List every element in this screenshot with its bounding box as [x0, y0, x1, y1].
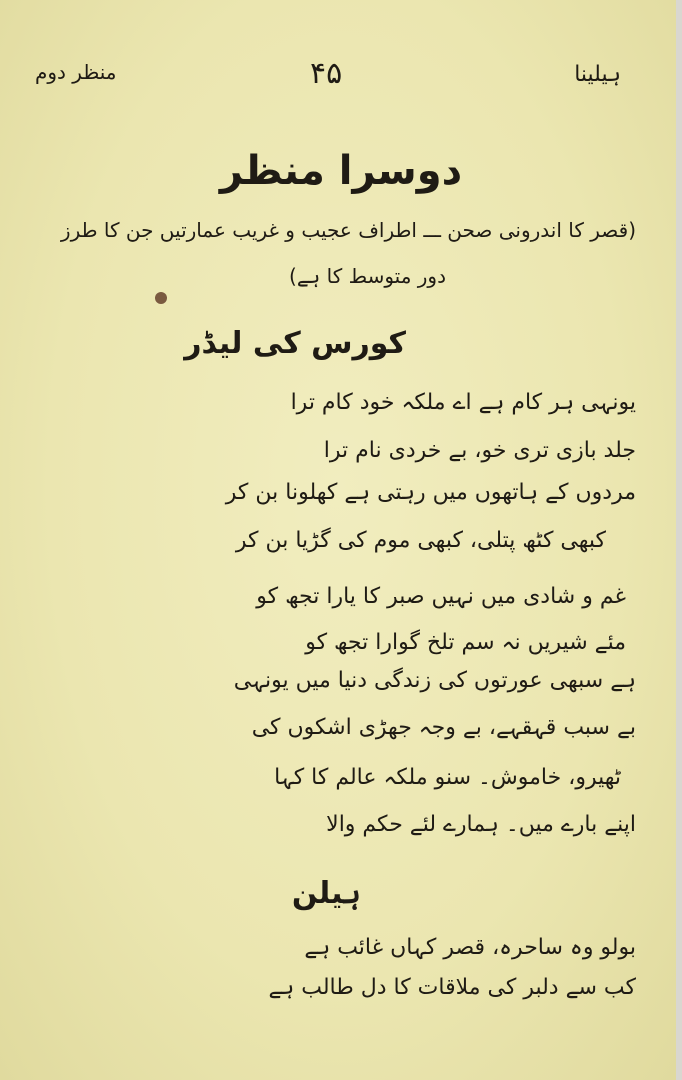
stage-direction-line-1: (قصر کا اندرونی صحن ـــ اطراف عجیب و غریب عمارتیں جن کا طرز	[60, 218, 636, 242]
stage-direction-line-2: دور متوسط کا ہے)	[289, 264, 446, 288]
verse-line: کبھی کٹھ پتلی، کبھی موم کی گڑیا بن کر	[235, 528, 606, 553]
ink-spot	[155, 292, 167, 304]
page-number: ۴۵	[310, 56, 343, 91]
verse-line: بے سبب قہقہے، بے وجہ جھڑی اشکوں کی	[251, 715, 636, 740]
verse-line: کب سے دلبر کی ملاقات کا دل طالب ہے	[268, 975, 636, 1000]
speaker-helen: ہیلن	[291, 876, 361, 911]
verse-line: بولو وہ ساحرہ، قصر کہاں غائب ہے	[304, 935, 636, 960]
running-header-title: ہیلینا	[574, 62, 621, 87]
verse-line: مئے شیریں نہ سم تلخ گوارا تجھ کو	[305, 630, 626, 655]
verse-line: مردوں کے ہاتھوں میں رہتی ہے کھلونا بن کر	[225, 480, 636, 505]
running-header-scene: منظر دوم	[35, 60, 117, 84]
speaker-chorus-leader: کورس کی لیڈر	[184, 326, 406, 361]
verse-line: اپنے بارے میں۔ ہمارے لئے حکم والا	[326, 812, 636, 837]
verse-line: یونہی ہر کام ہے اے ملکہ خود کام ترا	[290, 390, 636, 415]
verse-line: غم و شادی میں نہیں صبر کا یارا تجھ کو	[256, 584, 626, 609]
verse-line: ہے سبھی عورتوں کی زندگی دنیا میں یونہی	[233, 668, 636, 693]
scene-title: دوسرا منظر	[219, 148, 463, 194]
verse-line: جلد بازی تری خو، بے خردی نام ترا	[323, 438, 636, 463]
verse-line: ٹھیرو، خاموش۔ سنو ملکہ عالم کا کہا	[274, 765, 621, 790]
